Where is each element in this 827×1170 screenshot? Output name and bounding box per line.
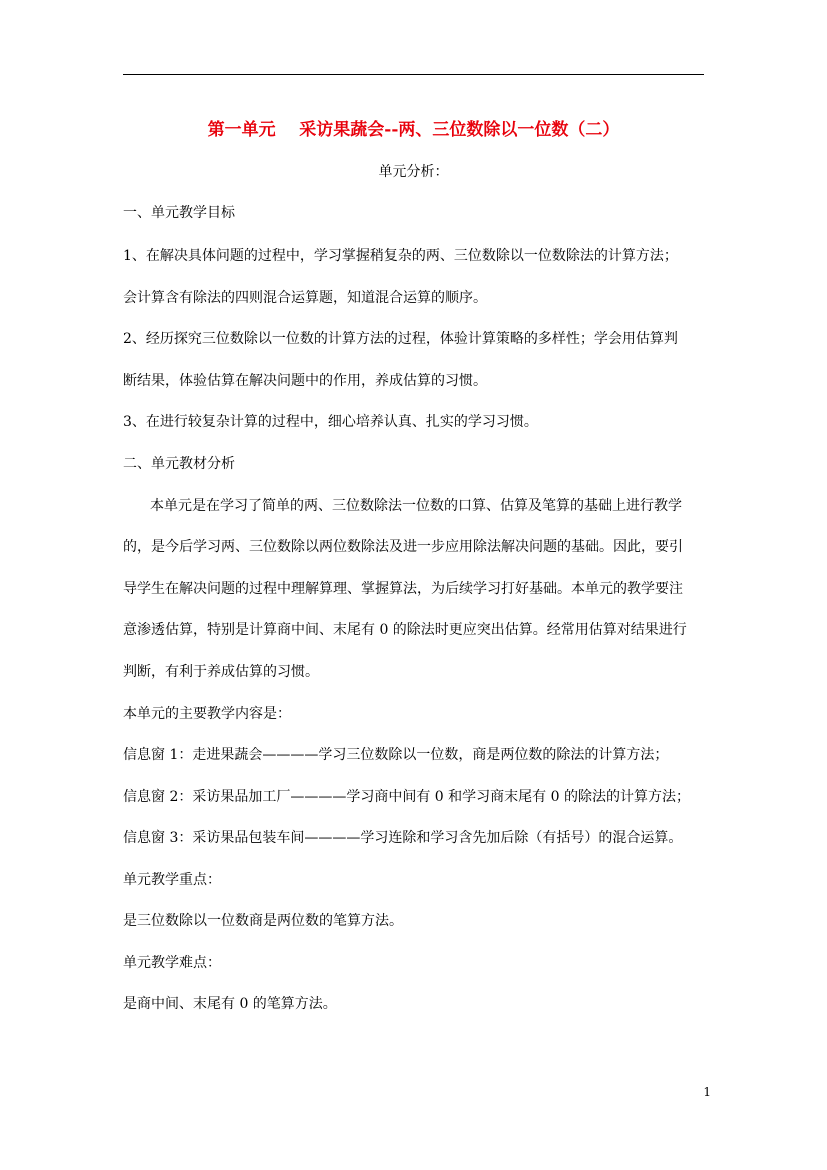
document-subtitle: 单元分析： — [378, 164, 449, 180]
paragraph-line: 意渗透估算，特别是计算商中间、末尾有 0 的除法时更应突出估算。经常用估算对结果进行 — [123, 622, 687, 638]
list-item: 信息窗 2：采访果品加工厂————学习商中间有 0 和学习商末尾有 0 的除法的计算方法； — [123, 789, 690, 805]
paragraph-line: 1、在解决具体问题的过程中，学习掌握稍复杂的两、三位数除以一位数除法的计算方法； — [123, 248, 678, 264]
paragraph-line: 本单元的主要教学内容是： — [123, 706, 291, 722]
section-heading-key-points: 单元教学重点： — [123, 872, 221, 888]
paragraph-line: 判断，有利于养成估算的习惯。 — [123, 664, 319, 680]
paragraph-line: 2、经历探究三位数除以一位数的计算方法的过程，体验计算策略的多样性；学会用估算判 — [123, 331, 678, 347]
paragraph-line: 断结果，体验估算在解决问题中的作用，养成估算的习惯。 — [123, 373, 487, 389]
list-item: 信息窗 1：走进果蔬会————学习三位数除以一位数，商是两位数的除法的计算方法； — [123, 747, 669, 763]
list-item: 信息窗 3：采访果品包装车间————学习连除和学习含先加后除（有括号）的混合运算。 — [123, 830, 683, 846]
section-heading-difficulties: 单元教学难点： — [123, 955, 221, 971]
paragraph-line: 本单元是在学习了简单的两、三位数除法一位数的口算、估算及笔算的基础上进行教学 — [150, 498, 682, 514]
section-heading-goals: 一、单元教学目标 — [123, 205, 235, 221]
page-number: 1 — [703, 1085, 711, 1099]
document-title: 第一单元 采访果蔬会--两、三位数除以一位数（二） — [207, 120, 620, 140]
paragraph-line: 是商中间、末尾有 0 的笔算方法。 — [123, 996, 337, 1012]
paragraph-line: 是三位数除以一位数商是两位数的笔算方法。 — [123, 913, 403, 929]
section-heading-materials: 二、单元教材分析 — [123, 456, 235, 472]
paragraph-line: 导学生在解决问题的过程中理解算理、掌握算法，为后续学习打好基础。本单元的教学要注 — [123, 581, 683, 597]
header-rule — [123, 74, 704, 75]
paragraph-line: 会计算含有除法的四则混合运算题，知道混合运算的顺序。 — [123, 290, 487, 306]
paragraph-line: 的，是今后学习两、三位数除以两位数除法及进一步应用除法解决问题的基础。因此，要引 — [123, 539, 683, 555]
paragraph-line: 3、在进行较复杂计算的过程中，细心培养认真、扎实的学习习惯。 — [123, 414, 538, 430]
